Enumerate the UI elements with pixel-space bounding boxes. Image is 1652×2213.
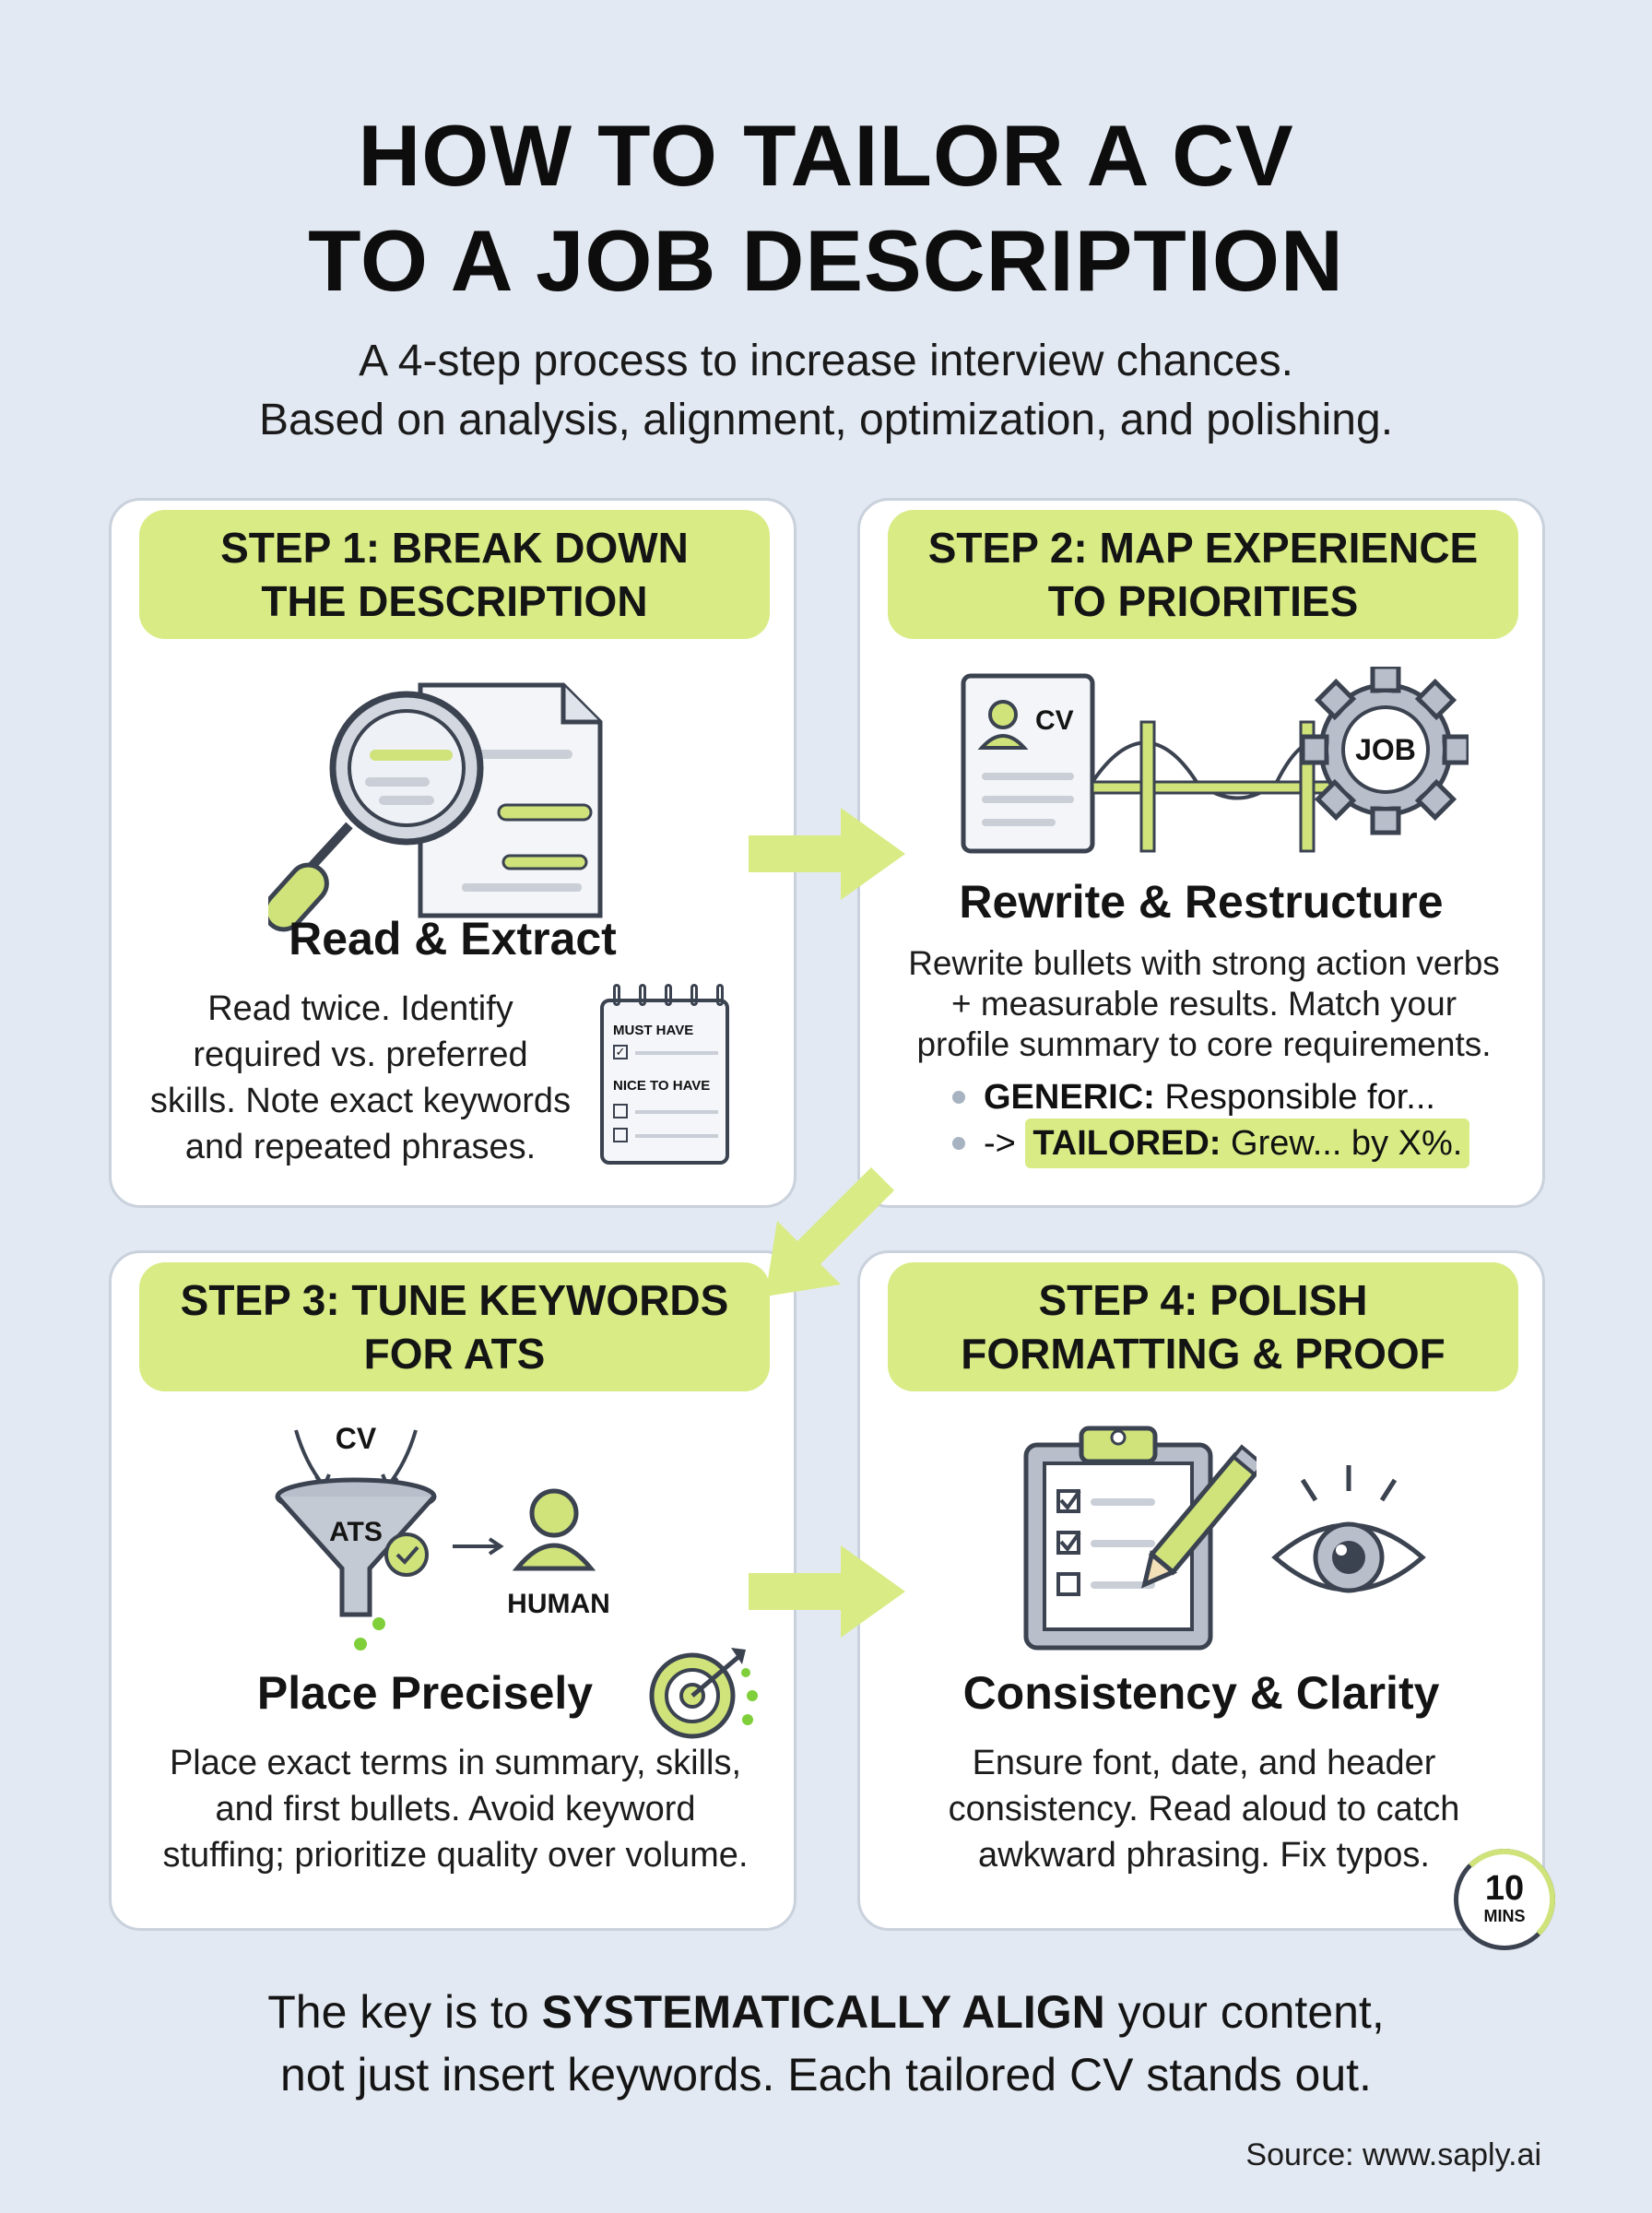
step-1-body-line: Read twice. Identify xyxy=(207,989,513,1028)
tailored-label: TAILORED: xyxy=(1032,1124,1221,1163)
footer-line-2: not just insert keywords. Each tailored CV stands out. xyxy=(280,2049,1372,2101)
step-2-body-line: + measurable results. Match your xyxy=(950,985,1457,1023)
bullet-prefix: -> xyxy=(984,1124,1026,1163)
empty-box-icon xyxy=(613,1128,628,1142)
notepad-rings xyxy=(613,984,724,1006)
example-bullets xyxy=(952,1074,1469,1166)
checked-box-icon: ✓ xyxy=(613,1045,628,1059)
bullet-dot-icon xyxy=(952,1091,965,1104)
cv-bridge-job-gear-icon xyxy=(952,667,1469,897)
step-3-header-line-2: FOR ATS xyxy=(363,1330,546,1378)
step-4-header-line-2: FORMATTING & PROOF xyxy=(961,1330,1446,1378)
step-1-card xyxy=(109,498,796,1208)
line xyxy=(635,1051,718,1055)
bullet-dot-icon xyxy=(952,1137,965,1150)
generic-label: GENERIC: xyxy=(984,1078,1155,1117)
nice-to-have-label: NICE TO HAVE xyxy=(613,1078,711,1094)
step-4-body-line: awkward phrasing. Fix typos. xyxy=(978,1836,1430,1875)
timer-value: 10 xyxy=(1484,1869,1525,1908)
step-3-body-line: stuffing; prioritize quality over volume. xyxy=(162,1836,749,1875)
footer-takeaway xyxy=(0,1981,1652,2106)
step-4-subtitle: Consistency & Clarity xyxy=(962,1667,1440,1719)
generic-example xyxy=(952,1074,1469,1120)
step-4-card xyxy=(857,1250,1545,1931)
page-title xyxy=(0,103,1652,314)
timer-progress-arc xyxy=(1454,1849,1555,1950)
timer-unit: MINS xyxy=(1483,1907,1526,1925)
footer-text: The key is to xyxy=(267,1986,542,2038)
step-1-subtitle: Read & Extract xyxy=(289,913,617,964)
line xyxy=(635,1110,718,1114)
step-2-body-line: Rewrite bullets with strong action verbs xyxy=(908,944,1500,982)
step-2-body-line: profile summary to core requirements. xyxy=(916,1025,1492,1063)
step-4-header-line-1: STEP 4: POLISH xyxy=(1038,1276,1368,1324)
checklist-notepad xyxy=(600,999,729,1165)
step-4-body-line: consistency. Read aloud to catch xyxy=(948,1790,1460,1828)
step-2-subtitle: Rewrite & Restructure xyxy=(959,876,1444,928)
step-3-body xyxy=(112,1740,799,1878)
step-1-body-line: required vs. preferred xyxy=(193,1035,528,1074)
eye-icon xyxy=(1266,1447,1432,1613)
step-3-subtitle: Place Precisely xyxy=(256,1667,594,1719)
step-1-header-line-1: STEP 1: BREAK DOWN xyxy=(220,524,689,572)
step-2-header-line-2: TO PRIORITIES xyxy=(1047,577,1359,625)
must-have-label: MUST HAVE xyxy=(613,1023,694,1038)
timer-badge xyxy=(1454,1849,1555,1950)
arrow-right-icon xyxy=(749,1545,914,1638)
footer-emphasis: SYSTEMATICALLY ALIGN xyxy=(541,1986,1105,2038)
target-icon xyxy=(646,1640,775,1751)
step-1-body-line: skills. Note exact keywords xyxy=(149,1082,572,1120)
subtitle-line-2: Based on analysis, alignment, optimization, and polishing. xyxy=(258,396,1394,444)
empty-box-icon xyxy=(613,1104,628,1118)
step-2-body xyxy=(860,943,1548,1065)
step-4-body xyxy=(860,1740,1548,1878)
subtitle-line-1: A 4-step process to increase interview chances. xyxy=(359,337,1293,385)
page-subtitle xyxy=(0,332,1652,450)
step-1-header-line-2: THE DESCRIPTION xyxy=(261,577,648,625)
clipboard-pencil-icon xyxy=(1017,1417,1257,1657)
step-3-card xyxy=(109,1250,796,1931)
magnifier-document-icon xyxy=(268,667,674,943)
step-3-body-line: Place exact terms in summary, skills, xyxy=(169,1744,742,1782)
generic-text: Responsible for... xyxy=(1154,1078,1435,1117)
step-1-header xyxy=(139,510,770,639)
step-3-header xyxy=(139,1262,770,1391)
arrow-right-icon xyxy=(749,808,914,900)
step-3-header-line-1: STEP 3: TUNE KEYWORDS xyxy=(180,1276,729,1324)
step-2-header xyxy=(888,510,1518,639)
step-4-header xyxy=(888,1262,1518,1391)
cv-label: CV xyxy=(1035,705,1074,736)
step-2-header-line-1: STEP 2: MAP EXPERIENCE xyxy=(927,524,1479,572)
line xyxy=(635,1134,718,1138)
title-line-1: HOW TO TAILOR A CV xyxy=(358,107,1294,204)
tailored-example xyxy=(952,1120,1469,1166)
job-label: JOB xyxy=(1355,733,1416,766)
step-3-body-line: and first bullets. Avoid keyword xyxy=(215,1790,696,1828)
step-1-body xyxy=(130,986,591,1170)
footer-text: your content, xyxy=(1104,1986,1385,2038)
funnel-cv-label: CV xyxy=(335,1422,377,1455)
step-1-body-line: and repeated phrases. xyxy=(184,1128,537,1166)
source-credit: Source: www.saply.ai xyxy=(1245,2137,1541,2172)
tailored-text: Grew... by X%. xyxy=(1221,1124,1463,1163)
step-2-card xyxy=(857,498,1545,1208)
step-4-body-line: Ensure font, date, and header xyxy=(972,1744,1436,1782)
arrow-down-left-icon xyxy=(756,1158,903,1306)
ats-label: ATS xyxy=(329,1517,383,1547)
human-label: HUMAN xyxy=(507,1589,610,1619)
footer-line-1 xyxy=(0,1981,1652,2043)
title-line-2: TO A JOB DESCRIPTION xyxy=(308,212,1344,309)
ats-funnel-icon xyxy=(268,1412,655,1661)
tailored-highlight xyxy=(1025,1118,1469,1168)
